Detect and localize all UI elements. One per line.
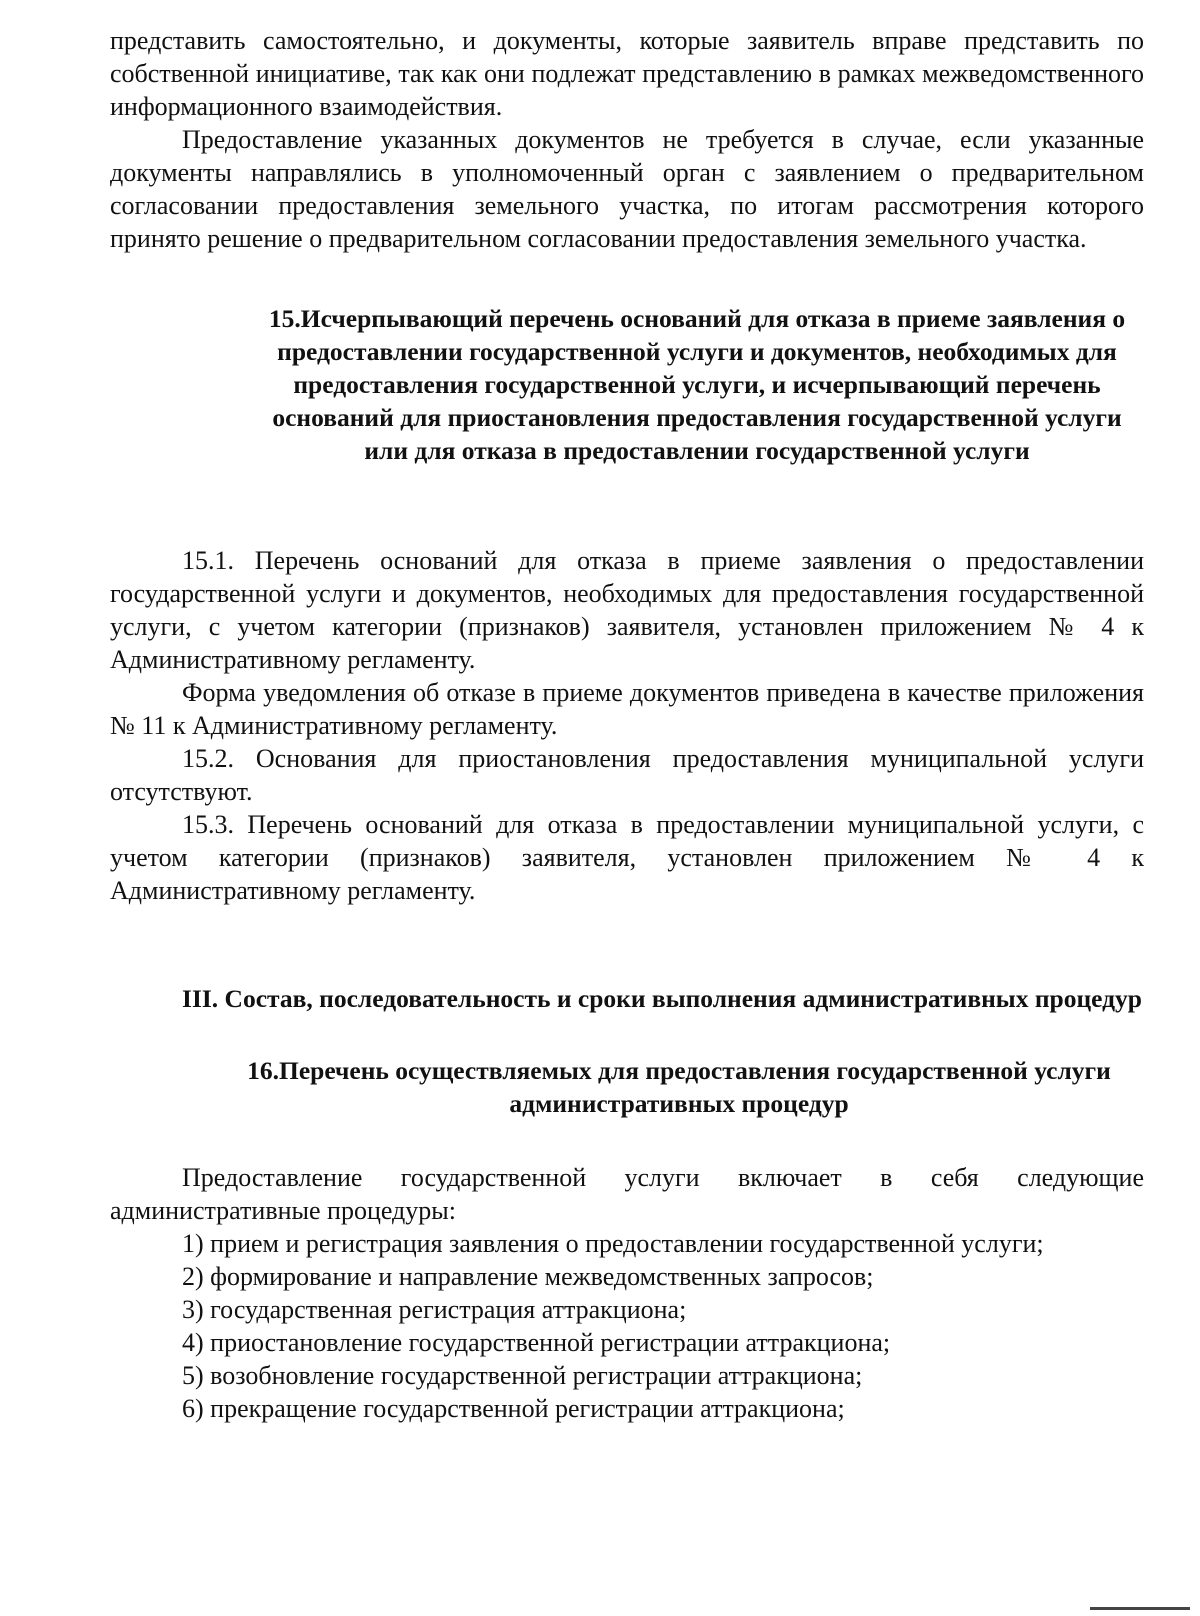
paragraph-intro: Предоставление государственной услуги включает в себя следующие административные процедуры: — [110, 1163, 1144, 1225]
list-item: 6) прекращение государственной регистрации аттракциона; — [182, 1394, 845, 1423]
paragraph-15-1: 15.1. Перечень оснований для отказа в приеме заявления о предоставлении государственной услуги и документов, необходимых для предоставления государственной услуги, с учетом категории (признаков) заявителя, установлен приложением № 4 к Административному регламенту. — [110, 546, 1144, 674]
paragraph-not-required: Предоставление указанных документов не требуется в случае, если указанные документы направлялись в уполномоченный орган с заявлением о предварительном согласовании предоставления земельного участка, по итогам рассмотрения которого принято решение о предварительном согласовании предоставления земельного участка. — [110, 125, 1144, 253]
procedures-list — [110, 1227, 1144, 1425]
paragraph-15-3: 15.3. Перечень оснований для отказа в предоставлении муниципальной услуги, с учетом категории (признаков) заявителя, установлен приложением № 4 к Административному регламенту. — [110, 810, 1144, 905]
document-page — [110, 24, 1144, 1425]
list-item: 2) формирование и направление межведомственных запросов; — [182, 1262, 874, 1291]
paragraph-form-notice: Форма уведомления об отказе в приеме документов приведена в качестве приложения № 11 к Административному регламенту. — [110, 678, 1144, 740]
list-item: 3) государственная регистрация аттракциона; — [182, 1295, 687, 1324]
scan-edge-mark — [1090, 1607, 1190, 1610]
section-16-heading: 16.Перечень осуществляемых для предоставления государственной услуги административных процедур — [247, 1056, 1111, 1118]
section-3-heading: III. Состав, последовательность и сроки выполнения административных процедур — [182, 984, 1142, 1013]
list-item: 5) возобновление государственной регистрации аттракциона; — [182, 1361, 863, 1390]
section-15-heading: 15.Исчерпывающий перечень оснований для отказа в приеме заявления о предоставлении государственной услуги и документов, необходимых для предоставления государственной услуги, и исчерпывающий перечень оснований для приостановления предоставления государственной услуги или для отказа в предоставлении государственной услуги — [268, 304, 1126, 465]
list-item: 1) прием и регистрация заявления о предоставлении государственной услуги; — [182, 1229, 1044, 1258]
paragraph-15-2: 15.2. Основания для приостановления предоставления муниципальной услуги отсутствуют. — [110, 744, 1144, 806]
paragraph-continuation: представить самостоятельно, и документы, которые заявитель вправе представить по собственной инициативе, так как они подлежат представлению в рамках межведомственного информационного взаимодействия. — [110, 26, 1144, 121]
list-item: 4) приостановление государственной регистрации аттракциона; — [182, 1328, 891, 1357]
